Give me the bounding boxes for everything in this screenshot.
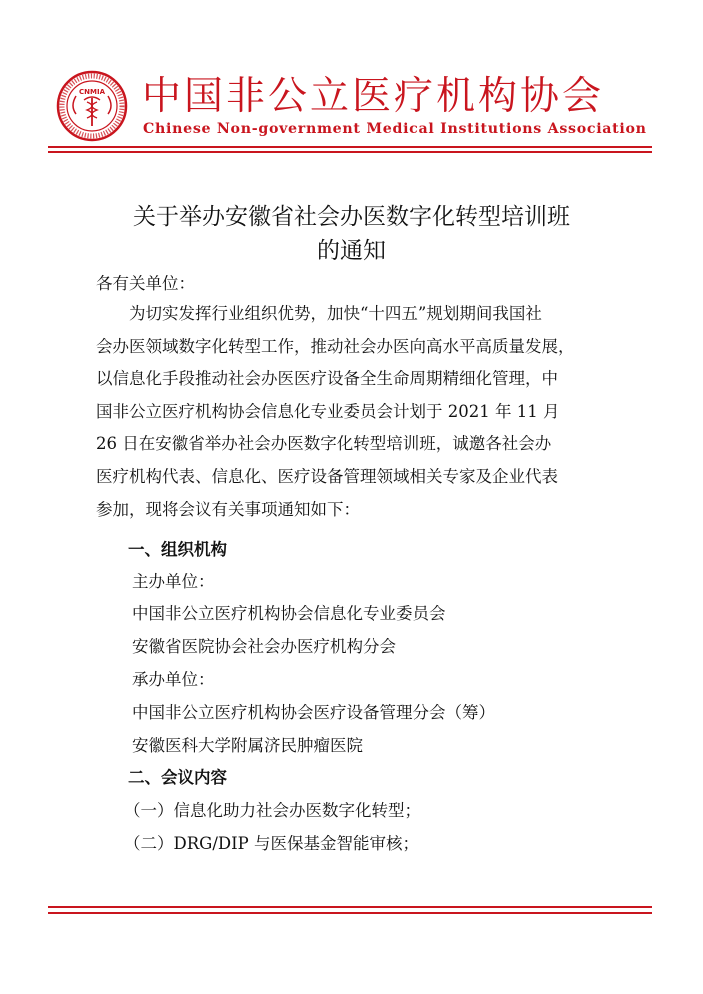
section-heading-organization: 一、组织机构 — [128, 540, 227, 559]
host-label: 主办单位： — [132, 572, 215, 591]
intro-line-3: 以信息化手段推动社会办医医疗设备全生命周期精细化管理，中 — [96, 369, 558, 389]
intro-line-6: 医疗机构代表、信息化、医疗设备管理领域相关专家及企业代表 — [96, 466, 558, 486]
title-line-2: 的通知 — [317, 238, 386, 264]
organizer-2: 安徽医科大学附属济民肿瘤医院 — [132, 736, 363, 755]
footer-rule-bottom — [48, 912, 652, 914]
title-line-1: 关于举办安徽省社会办医数字化转型培训班 — [133, 204, 570, 230]
intro-line-5: 26 日在安徽省举办社会办医数字化转型培训班，诚邀各社会办 — [96, 434, 552, 454]
content-item-1: （一）信息化助力社会办医数字化转型； — [124, 801, 421, 820]
logo-text: CNMIA — [79, 88, 105, 96]
footer-rule-top — [48, 906, 652, 908]
intro-line-1: 为切实发挥行业组织优势，加快“十四五”规划期间我国社 — [129, 304, 542, 323]
org-name-english: Chinese Non-government Medical Institutions Association — [143, 121, 647, 137]
host-1: 中国非公立医疗机构协会信息化专业委员会 — [132, 604, 446, 623]
document-title — [60, 200, 643, 268]
section-heading-content: 二、会议内容 — [128, 768, 227, 787]
intro-line-7: 参加，现将会议有关事项通知如下： — [96, 499, 360, 519]
header-rule-top — [48, 146, 652, 148]
organizer-label: 承办单位： — [132, 670, 215, 689]
medical-caduceus-seal-icon — [56, 70, 128, 142]
content-item-2: （二）DRG/DIP 与医保基金智能审核； — [124, 834, 419, 853]
header-rule-bottom — [48, 151, 652, 153]
intro-line-4: 国非公立医疗机构协会信息化专业委员会计划于 2021 年 11 月 — [96, 401, 560, 421]
org-name-chinese: 中国非公立医疗机构协会 — [142, 74, 605, 119]
intro-line-2: 会办医领域数字化转型工作，推动社会办医向高水平高质量发展， — [96, 336, 575, 356]
intro-paragraph — [96, 298, 624, 526]
host-2: 安徽省医院协会社会办医疗机构分会 — [132, 637, 396, 656]
salutation: 各有关单位： — [96, 274, 195, 293]
organizer-1: 中国非公立医疗机构协会医疗设备管理分会（筹） — [132, 703, 495, 722]
